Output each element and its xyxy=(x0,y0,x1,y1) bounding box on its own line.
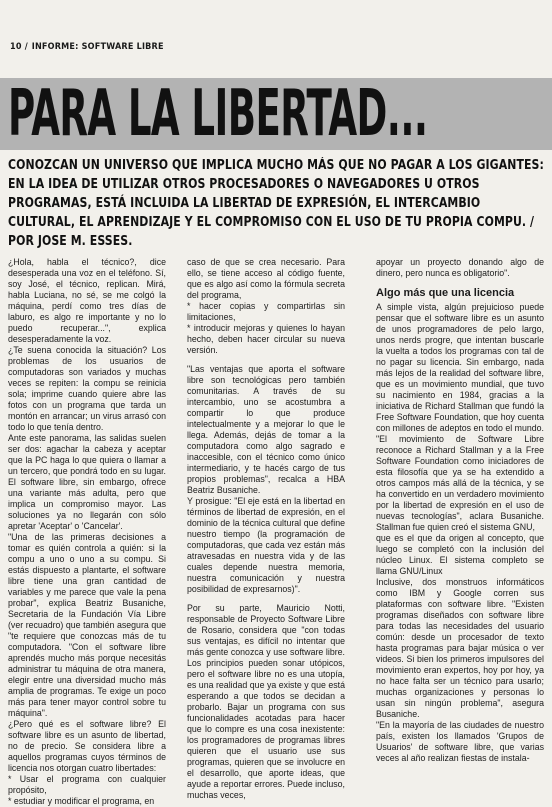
separator: / xyxy=(24,42,28,52)
paragraph: "Las ventajas que aporta el software libre son tecnológicas pero también comunitarias. A través de su intercambio, uno se acostumbra a compartir lo que produce intelectualmente y a mejorar lo que le llega. Además, dejás de tomar a la computadora como algo sagrado e inaccesible, con el técnico como único intermediario, y te hacés cargo de tus propios problemas", recalca a HBA Beatriz Busaniche. Y prosigue: "El eje está en la libertad en términos de libertad de expresión, en el dominio de la técnica cultural que define nuestro tiempo (la programación de computadoras, que cada vez están más atravesadas en nuestra vida y de las cuales depende nuestra memoria, nuestra comunicación y nuestra posibilidad de expresarnos)". xyxy=(187,364,345,594)
page-header xyxy=(10,42,164,54)
section-heading: Algo más que una licencia xyxy=(376,287,515,299)
paragraph: A simple vista, algún prejuicioso puede pensar que el software libre es un asunto de unos programadores de pelo largo, unos nerds progre, que intentan buscarle la vuelta a todos los programas con tal de no pagar su licencia. Sin embargo, nada más lejos de la realidad del software libre, que es un movimiento mundial, que tuvo su nacimiento en 1984, gracias a la iniciativa de Richard Stallman que fundó la Free Software Foundation, que hoy cuenta con millones de adeptos en todo el mundo. "El movimiento de Software Libre reconoce a Richard Stallman y a la Free Software Foundation como iniciadores de esta filosofía que ya se ha extendido a otros campos más allá de la técnica, y se ha convertido en un verdadero movimiento por la libertad de expresión en el uso de nuevas tecnologías", aclara Busaniche. Stallman fue quien creó el sistema GNU, que es el que da origen al concepto, que luego se completó con la inclusión del núcleo Linux. El sistema completo se llama GNU/Linux Inclusive, dos monstruos informáticos como IBM y Google corren sus plataformas con software libre. "Existen programas diseñados con software libre para todas las necesidades del usuario común: desde un procesador de texto hasta programas para bajar música o ver videos. Si bien los primeros impulsores del movimiento eran expertos, hoy por hoy, ya no hace falta ser un técnico para usarlo; muchas organizaciones y personas lo usan sin ningún problema", asegura Busaniche. "En la mayoría de las ciudades de nuestro país, existen los llamados 'Grupos de Usuarios' de software libre, que varias veces al año realizan fiestas de instala- xyxy=(376,302,544,763)
section-label: INFORME: xyxy=(31,42,79,52)
column-2 xyxy=(187,257,345,800)
column-3 xyxy=(376,257,544,797)
subsection-label: SOFTWARE LIBRE xyxy=(81,42,164,52)
paragraph: Por su parte, Mauricio Notti, responsable de Proyecto Software Libre de Rosario, considera que "con todas sus ventajas, es difícil no intentar que más gente conozca y use software libre. Los principios pueden sonar utópicos, pero el software libre no es una utopía, es una realidad que ya existe y que está esperando a que todos se decidan a probarlo. Bajar un programa con sus funcionalidades acotadas para hacer que lo compre es una cosa inexistente: los programadores de programas libres quieren que el usuario use sus programas, quieren que se involucre en el desarrollo, que aporte ideas, que ayude a reportar errores. Puede incluso, muchas veces, xyxy=(187,603,345,800)
page-number: 10 xyxy=(10,42,22,52)
article-lead: CONOZCAN UN UNIVERSO QUE IMPLICA MUCHO MÁS QUE NO PAGAR A LOS GIGANTES: EN LA IDEA DE UTILIZAR OTROS PROCESADORES O NAVEGADORES U OTROS PROGRAMAS, ESTÁ INCLUIDA LA LIBERTAD DE EXPRESIÓN, EL INTERCAMBIO CULTURAL, EL APRENDIZAJE Y EL COMPROMISO CON EL USO DE TU PROPIA COMPU. / POR JOSE M. ESSES. xyxy=(8,158,544,249)
paragraph: apoyar un proyecto donando algo de dinero, pero nunca es obligatorio". xyxy=(376,257,544,278)
paragraph: ¿Hola, habla el técnico?, dice desesperada una voz en el teléfono. Sí, soy José, el técnico, replican. Mirá, habla Luciana, no sé, se me colgó la máquina, perdí como tres días de laburo, es algo re importante y no lo puedo recuperar...", explica desesperadamente la voz. ¿Te suena conocida la situación? Los problemas de los usuarios de computadoras son variados y muchas veces se repiten: la compu se reinicia sola; imprime cuando quiere abre las fotos con un programa que tarda un montón en arrancar; un virus arrasó con todo lo que tenía dentro. Ante este panorama, las salidas suelen ser dos: agachar la cabeza y aceptar que la PC haga lo que quiera o llamar a un tercero, que pondrá todo en su lugar. El software libre, sin embargo, ofrece una variante más adulta, pero que implica un compromiso mayor. Las soluciones ya no llegarán con sólo apretar 'Aceptar' o 'Cancelar'. "Una de las primeras decisiones a tomar es quién controla a quién: si la compu a uno o uno a su compu. Si estás dispuesto a plantarte, el software libre tiene una gran cantidad de variables y me parece que vale la pena probar", explica Beatriz Busaniche, Secretaria de la Fundación Vía Libre (ver recuadro) que también asegura que "te requiere que conozcas más de tu computadora. "Con el software libre aprendés mucho más porque necesitás administrar tu máquina de otra manera, elegir entre una diversidad mucho más amplia de programas. Te exige un poco más para tener mayor control sobre tu máquina". ¿Pero qué es el software libre? El software libre es un asunto de libertad, no de precio. Se considera libre a aquellos programas cuyos términos de licencia nos otorgan cuatro libertades: * Usar el programa con cualquier propósito, * estudiar y modificar el programa, en xyxy=(8,257,166,806)
paragraph: caso de que se crea necesario. Para ello, se tiene acceso al código fuente, que es algo así como la fórmula secreta del programa, * hacer copias y compartirlas sin limitaciones, * introducir mejoras y quienes lo hayan hecho, deben hacer circular su nueva versión. xyxy=(187,257,345,355)
article-title: PARA LA LIBERTAD... xyxy=(8,77,428,151)
column-1 xyxy=(8,257,166,806)
